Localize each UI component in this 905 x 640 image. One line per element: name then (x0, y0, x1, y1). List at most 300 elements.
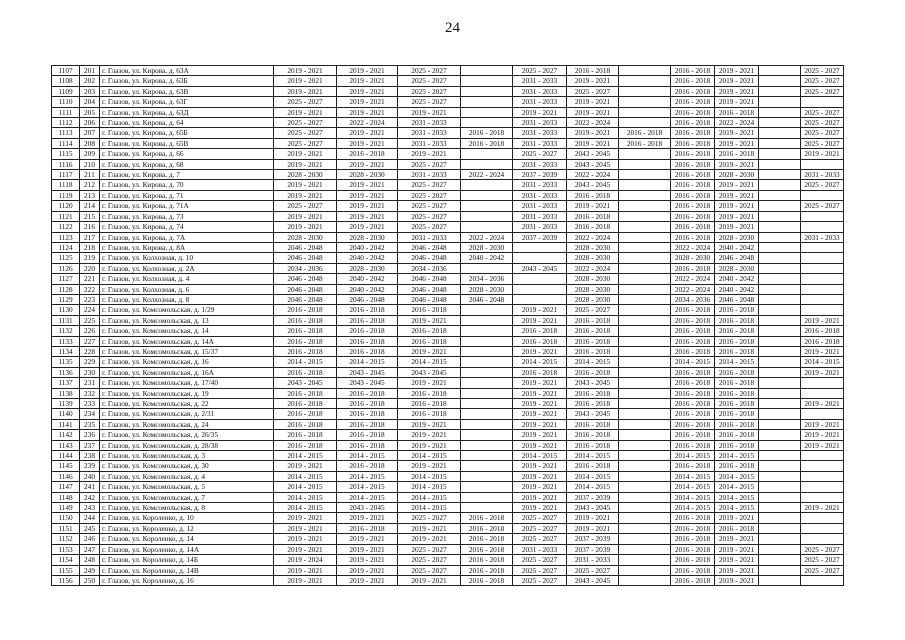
period-cell (759, 149, 801, 159)
address-cell: г. Глазов, ул. Короленко, д. 14Б (100, 555, 274, 565)
address-cell: г. Глазов, ул. Комсомольская, д. 30 (100, 461, 274, 471)
address-cell: г. Глазов, ул. Кирова, д. 65В (100, 138, 274, 148)
house-number: 232 (80, 388, 100, 398)
address-cell: г. Глазов, ул. Комсомольская, д. 28/38 (100, 440, 274, 450)
period-cell: 2046 - 2048 (274, 284, 337, 294)
period-cell: 2019 - 2021 (715, 222, 759, 232)
period-cell: 2019 - 2021 (337, 76, 398, 86)
row-number: 1133 (52, 336, 80, 346)
period-cell (619, 440, 671, 450)
period-cell: 2019 - 2021 (398, 461, 461, 471)
period-cell: 2016 - 2018 (715, 461, 759, 471)
period-cell (801, 284, 844, 294)
period-cell: 2043 - 2045 (337, 378, 398, 388)
table-row (52, 294, 844, 304)
period-cell (513, 242, 567, 252)
period-cell: 2019 - 2021 (274, 222, 337, 232)
period-cell (461, 419, 513, 429)
period-cell: 2016 - 2018 (715, 315, 759, 325)
address-cell: г. Глазов, ул. Комсомольская, д. 7 (100, 492, 274, 502)
period-cell: 2031 - 2033 (513, 118, 567, 128)
period-cell: 2016 - 2018 (274, 336, 337, 346)
table-row (52, 180, 844, 190)
period-cell: 2016 - 2018 (398, 388, 461, 398)
address-cell: г. Глазов, ул. Кирова, д. 66 (100, 149, 274, 159)
period-cell: 2019 - 2021 (274, 534, 337, 544)
period-cell: 2016 - 2018 (715, 336, 759, 346)
address-cell: г. Глазов, ул. Комсомольская, д. 13 (100, 315, 274, 325)
period-cell (461, 399, 513, 409)
house-number: 234 (80, 409, 100, 419)
address-cell: г. Глазов, ул. Короленко, д. 14А (100, 544, 274, 554)
house-number: 212 (80, 180, 100, 190)
period-cell (619, 242, 671, 252)
table-row (52, 274, 844, 284)
period-cell: 2019 - 2021 (715, 128, 759, 138)
period-cell: 2034 - 2036 (461, 274, 513, 284)
house-number: 226 (80, 326, 100, 336)
period-cell: 2019 - 2021 (337, 222, 398, 232)
period-cell: 2016 - 2018 (715, 107, 759, 117)
table-row (52, 211, 844, 221)
table-row (52, 346, 844, 356)
period-cell: 2016 - 2018 (671, 336, 715, 346)
period-cell (619, 305, 671, 315)
period-cell: 2016 - 2018 (337, 419, 398, 429)
period-cell: 2031 - 2033 (513, 211, 567, 221)
house-number: 219 (80, 253, 100, 263)
table-row (52, 222, 844, 232)
row-number: 1129 (52, 294, 80, 304)
period-cell (619, 461, 671, 471)
period-cell (619, 534, 671, 544)
period-cell (461, 430, 513, 440)
period-cell: 2016 - 2018 (567, 336, 619, 346)
period-cell: 2016 - 2018 (619, 138, 671, 148)
house-number: 233 (80, 399, 100, 409)
period-cell: 2016 - 2018 (671, 263, 715, 273)
period-cell (619, 274, 671, 284)
period-cell (759, 367, 801, 377)
period-cell: 2014 - 2015 (671, 503, 715, 513)
period-cell (759, 159, 801, 169)
period-cell (801, 461, 844, 471)
period-cell (461, 440, 513, 450)
row-number: 1132 (52, 326, 80, 336)
period-cell (619, 315, 671, 325)
period-cell: 2037 - 2039 (567, 544, 619, 554)
period-cell (619, 513, 671, 523)
period-cell: 2016 - 2018 (671, 513, 715, 523)
period-cell: 2025 - 2027 (274, 128, 337, 138)
period-cell: 2019 - 2021 (513, 440, 567, 450)
period-cell (619, 326, 671, 336)
period-cell: 2019 - 2021 (274, 544, 337, 554)
period-cell: 2028 - 2030 (461, 242, 513, 252)
address-cell: г. Глазов, ул. Комсомольская, д. 4 (100, 471, 274, 481)
period-cell: 2016 - 2018 (337, 388, 398, 398)
address-cell: г. Глазов, ул. Кирова, д. 7 (100, 170, 274, 180)
period-cell (619, 159, 671, 169)
period-cell (619, 544, 671, 554)
row-number: 1113 (52, 128, 80, 138)
period-cell (461, 86, 513, 96)
house-number: 244 (80, 513, 100, 523)
period-cell: 2016 - 2018 (671, 232, 715, 242)
period-cell: 2016 - 2018 (671, 461, 715, 471)
period-cell: 2016 - 2018 (671, 534, 715, 544)
house-number: 224 (80, 305, 100, 315)
row-number: 1127 (52, 274, 80, 284)
period-cell (461, 211, 513, 221)
period-cell: 2031 - 2033 (801, 232, 844, 242)
period-cell (461, 118, 513, 128)
house-number: 204 (80, 97, 100, 107)
period-cell: 2040 - 2042 (337, 284, 398, 294)
period-cell: 2016 - 2018 (461, 544, 513, 554)
house-number: 207 (80, 128, 100, 138)
period-cell: 2046 - 2048 (715, 253, 759, 263)
period-cell: 2014 - 2015 (398, 451, 461, 461)
house-number: 248 (80, 555, 100, 565)
period-cell: 2016 - 2018 (337, 440, 398, 450)
period-cell (801, 305, 844, 315)
period-cell: 2025 - 2027 (398, 159, 461, 169)
period-cell: 2016 - 2018 (398, 399, 461, 409)
period-cell: 2016 - 2018 (801, 336, 844, 346)
house-number: 228 (80, 346, 100, 356)
period-cell: 2016 - 2018 (671, 326, 715, 336)
house-number: 202 (80, 76, 100, 86)
period-cell: 2014 - 2015 (274, 492, 337, 502)
period-cell (759, 190, 801, 200)
period-cell (619, 575, 671, 585)
period-cell: 2016 - 2018 (671, 138, 715, 148)
period-cell: 2025 - 2027 (801, 118, 844, 128)
table-row (52, 326, 844, 336)
period-cell: 2016 - 2018 (715, 149, 759, 159)
period-cell: 2016 - 2018 (671, 555, 715, 565)
table-row (52, 399, 844, 409)
period-cell: 2019 - 2021 (337, 565, 398, 575)
address-cell: г. Глазов, ул. Короленко, д. 14В (100, 565, 274, 575)
row-number: 1107 (52, 66, 80, 76)
table-row (52, 575, 844, 585)
period-cell: 2014 - 2015 (337, 471, 398, 481)
period-cell (461, 357, 513, 367)
period-cell: 2016 - 2018 (274, 419, 337, 429)
period-cell: 2040 - 2042 (715, 274, 759, 284)
period-cell (619, 86, 671, 96)
period-cell: 2025 - 2027 (801, 107, 844, 117)
period-cell: 2016 - 2018 (567, 315, 619, 325)
period-cell: 2028 - 2030 (337, 232, 398, 242)
period-cell (461, 451, 513, 461)
period-cell: 2022 - 2024 (567, 232, 619, 242)
period-cell: 2014 - 2015 (567, 482, 619, 492)
period-cell: 2028 - 2030 (671, 253, 715, 263)
period-cell: 2019 - 2021 (274, 461, 337, 471)
period-cell (801, 451, 844, 461)
row-number: 1115 (52, 149, 80, 159)
period-cell (619, 430, 671, 440)
period-cell (461, 388, 513, 398)
period-cell: 2016 - 2018 (715, 419, 759, 429)
table-row (52, 149, 844, 159)
row-number: 1111 (52, 107, 80, 117)
period-cell (619, 503, 671, 513)
period-cell: 2016 - 2018 (567, 222, 619, 232)
period-cell: 2016 - 2018 (337, 399, 398, 409)
period-cell: 2022 - 2024 (671, 242, 715, 252)
house-number: 230 (80, 367, 100, 377)
period-cell: 2025 - 2027 (398, 190, 461, 200)
row-number: 1144 (52, 451, 80, 461)
address-cell: г. Глазов, ул. Комсомольская, д. 8 (100, 503, 274, 513)
period-cell (619, 107, 671, 117)
house-number: 245 (80, 523, 100, 533)
period-cell (461, 326, 513, 336)
address-cell: г. Глазов, ул. Кирова, д. 65Б (100, 128, 274, 138)
period-cell: 2016 - 2018 (274, 409, 337, 419)
row-number: 1128 (52, 284, 80, 294)
period-cell: 2016 - 2018 (671, 180, 715, 190)
period-cell (619, 451, 671, 461)
period-cell: 2016 - 2018 (671, 66, 715, 76)
period-cell: 2016 - 2018 (274, 315, 337, 325)
period-cell: 2031 - 2033 (398, 232, 461, 242)
period-cell: 2019 - 2021 (513, 430, 567, 440)
period-cell: 2025 - 2027 (801, 201, 844, 211)
address-cell: г. Глазов, ул. Короленко, д. 14 (100, 534, 274, 544)
period-cell: 2019 - 2021 (513, 409, 567, 419)
period-cell: 2016 - 2018 (671, 170, 715, 180)
address-cell: г. Глазов, ул. Кирова, д. 71 (100, 190, 274, 200)
row-number: 1130 (52, 305, 80, 315)
table-row (52, 388, 844, 398)
period-cell: 2022 - 2024 (461, 170, 513, 180)
period-cell (759, 534, 801, 544)
period-cell: 2014 - 2015 (671, 471, 715, 481)
period-cell: 2019 - 2021 (801, 419, 844, 429)
period-cell: 2043 - 2045 (513, 263, 567, 273)
period-cell (619, 284, 671, 294)
house-number: 210 (80, 159, 100, 169)
period-cell: 2046 - 2048 (398, 294, 461, 304)
row-number: 1152 (52, 534, 80, 544)
period-cell (619, 419, 671, 429)
period-cell (461, 201, 513, 211)
period-cell: 2016 - 2018 (567, 66, 619, 76)
period-cell (619, 555, 671, 565)
table-row (52, 471, 844, 481)
period-cell: 2019 - 2021 (567, 201, 619, 211)
house-number: 217 (80, 232, 100, 242)
period-cell: 2016 - 2018 (671, 399, 715, 409)
period-cell (759, 409, 801, 419)
period-cell: 2016 - 2018 (671, 97, 715, 107)
house-number: 239 (80, 461, 100, 471)
period-cell: 2043 - 2045 (398, 367, 461, 377)
period-cell: 2025 - 2027 (274, 118, 337, 128)
period-cell (619, 357, 671, 367)
period-cell (619, 97, 671, 107)
period-cell: 2016 - 2018 (274, 305, 337, 315)
house-number: 238 (80, 451, 100, 461)
period-cell (801, 534, 844, 544)
period-cell (759, 107, 801, 117)
period-cell: 2016 - 2018 (274, 430, 337, 440)
period-cell: 2025 - 2027 (513, 523, 567, 533)
address-cell: г. Глазов, ул. Кирова, д. 71А (100, 201, 274, 211)
period-cell: 2019 - 2021 (274, 107, 337, 117)
period-cell: 2025 - 2027 (398, 66, 461, 76)
period-cell: 2040 - 2042 (337, 253, 398, 263)
period-cell: 2025 - 2027 (801, 138, 844, 148)
period-cell: 2031 - 2033 (513, 86, 567, 96)
period-cell: 2019 - 2021 (274, 211, 337, 221)
period-cell: 2014 - 2015 (671, 357, 715, 367)
period-cell (619, 118, 671, 128)
period-cell: 2016 - 2018 (671, 346, 715, 356)
period-cell: 2016 - 2018 (274, 440, 337, 450)
period-cell: 2014 - 2015 (715, 482, 759, 492)
period-cell: 2014 - 2015 (398, 492, 461, 502)
row-number: 1124 (52, 242, 80, 252)
address-cell: г. Глазов, ул. Комсомольская, д. 2/31 (100, 409, 274, 419)
period-cell: 2028 - 2030 (567, 274, 619, 284)
table-row (52, 513, 844, 523)
period-cell: 2025 - 2027 (801, 128, 844, 138)
period-cell: 2019 - 2021 (398, 523, 461, 533)
period-cell: 2019 - 2021 (513, 399, 567, 409)
period-cell (619, 388, 671, 398)
period-cell (619, 232, 671, 242)
period-cell: 2014 - 2015 (671, 482, 715, 492)
period-cell: 2016 - 2018 (715, 326, 759, 336)
period-cell: 2016 - 2018 (715, 378, 759, 388)
period-cell: 2046 - 2048 (715, 294, 759, 304)
period-cell: 2014 - 2015 (398, 482, 461, 492)
period-cell: 2019 - 2021 (715, 575, 759, 585)
period-cell (801, 388, 844, 398)
period-cell: 2019 - 2021 (337, 544, 398, 554)
table-row (52, 430, 844, 440)
period-cell: 2019 - 2021 (274, 159, 337, 169)
period-cell (461, 66, 513, 76)
table-row (52, 523, 844, 533)
period-cell: 2025 - 2027 (801, 180, 844, 190)
address-cell: г. Глазов, ул. Комсомольская, д. 16А (100, 367, 274, 377)
period-cell (759, 482, 801, 492)
period-cell: 2019 - 2021 (337, 575, 398, 585)
period-cell: 2046 - 2048 (274, 294, 337, 304)
period-cell: 2016 - 2018 (337, 305, 398, 315)
period-cell (461, 149, 513, 159)
period-cell: 2016 - 2018 (671, 565, 715, 575)
period-cell (461, 315, 513, 325)
period-cell (759, 180, 801, 190)
address-cell: г. Глазов, ул. Кирова, д. 63А (100, 66, 274, 76)
period-cell: 2019 - 2021 (567, 128, 619, 138)
period-cell: 2019 - 2021 (513, 503, 567, 513)
period-cell: 2016 - 2018 (567, 419, 619, 429)
period-cell: 2016 - 2018 (567, 399, 619, 409)
period-cell: 2025 - 2027 (398, 97, 461, 107)
house-number: 213 (80, 190, 100, 200)
period-cell: 2040 - 2042 (715, 284, 759, 294)
period-cell: 2016 - 2018 (671, 419, 715, 429)
period-cell: 2019 - 2021 (337, 513, 398, 523)
address-cell: г. Глазов, ул. Кирова, д. 74 (100, 222, 274, 232)
table-row (52, 107, 844, 117)
period-cell: 2016 - 2018 (671, 544, 715, 554)
period-cell (801, 159, 844, 169)
period-cell (759, 357, 801, 367)
period-cell (759, 118, 801, 128)
row-number: 1147 (52, 482, 80, 492)
table-row (52, 419, 844, 429)
period-cell: 2028 - 2030 (567, 284, 619, 294)
period-cell: 2031 - 2033 (398, 138, 461, 148)
period-cell: 2031 - 2033 (398, 128, 461, 138)
period-cell: 2046 - 2048 (274, 242, 337, 252)
period-cell (759, 523, 801, 533)
address-cell: г. Глазов, ул. Комсомольская, д. 14А (100, 336, 274, 346)
period-cell: 2043 - 2045 (567, 378, 619, 388)
period-cell: 2019 - 2021 (337, 159, 398, 169)
period-cell (801, 274, 844, 284)
period-cell: 2022 - 2024 (671, 274, 715, 284)
period-cell: 2019 - 2021 (513, 471, 567, 481)
period-cell: 2016 - 2018 (398, 409, 461, 419)
period-cell: 2019 - 2021 (274, 86, 337, 96)
period-cell: 2016 - 2018 (671, 222, 715, 232)
table-row (52, 451, 844, 461)
period-cell (759, 378, 801, 388)
period-cell: 2019 - 2021 (398, 419, 461, 429)
period-cell: 2014 - 2015 (715, 503, 759, 513)
period-cell (619, 180, 671, 190)
period-cell (759, 138, 801, 148)
house-number: 247 (80, 544, 100, 554)
period-cell: 2019 - 2021 (513, 461, 567, 471)
period-cell: 2016 - 2018 (671, 118, 715, 128)
period-cell (619, 492, 671, 502)
period-cell (619, 76, 671, 86)
period-cell: 2019 - 2021 (513, 107, 567, 117)
row-number: 1150 (52, 513, 80, 523)
period-cell (801, 294, 844, 304)
period-cell (759, 66, 801, 76)
address-cell: г. Глазов, ул. Колхозная, д. 10 (100, 253, 274, 263)
table-row (52, 128, 844, 138)
period-cell: 2037 - 2039 (513, 170, 567, 180)
period-cell: 2014 - 2015 (337, 492, 398, 502)
period-cell (619, 471, 671, 481)
house-number: 218 (80, 242, 100, 252)
period-cell (619, 190, 671, 200)
table-row (52, 86, 844, 96)
address-cell: г. Глазов, ул. Комсомольская, д. 1/29 (100, 305, 274, 315)
period-cell: 2016 - 2018 (567, 430, 619, 440)
period-cell: 2019 - 2021 (337, 180, 398, 190)
period-cell (801, 575, 844, 585)
period-cell: 2016 - 2018 (801, 326, 844, 336)
address-cell: г. Глазов, ул. Кирова, д. 70 (100, 180, 274, 190)
period-cell: 2034 - 2036 (398, 263, 461, 273)
period-cell: 2019 - 2021 (567, 76, 619, 86)
